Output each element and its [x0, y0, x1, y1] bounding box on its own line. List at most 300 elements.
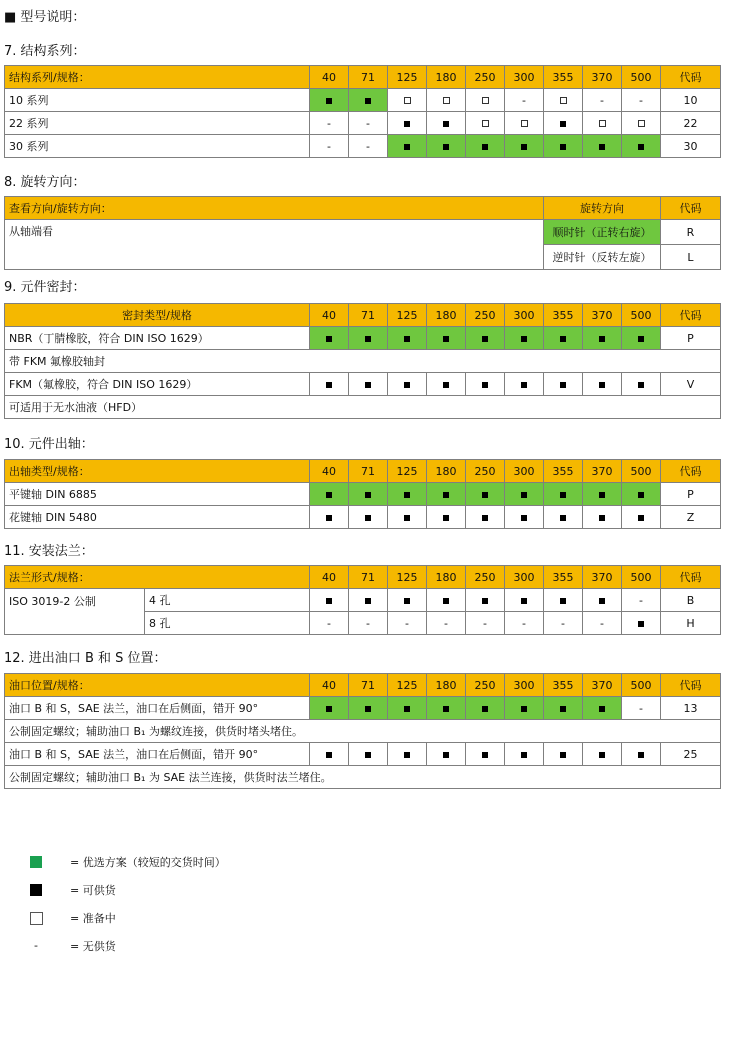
shaft-header-row [5, 460, 721, 483]
black-square-icon [521, 382, 527, 388]
black-square-icon [404, 515, 410, 521]
row-label: 4 孔 [145, 589, 310, 612]
preferred-cell [505, 697, 544, 720]
black-square-icon [326, 336, 332, 342]
size-40: 40 [310, 66, 349, 89]
available-cell [349, 589, 388, 612]
port-table [4, 673, 721, 789]
flange-table [4, 565, 721, 635]
row-code: H [661, 612, 721, 635]
preferred-cell [427, 135, 466, 158]
row-note: 公制固定螺纹；辅助油口 B₁ 为螺纹连接，供货时堵头堵住。 [5, 720, 721, 743]
unavailable-cell: - [349, 135, 388, 158]
preferred-cell [544, 697, 583, 720]
size-500: 500 [622, 674, 661, 697]
black-square-icon [638, 752, 644, 758]
row-note: 可适用于无水油液（HFD） [5, 396, 721, 419]
available-cell [427, 506, 466, 529]
preferred-cell [622, 483, 661, 506]
available-cell [583, 506, 622, 529]
unavailable-cell: - [349, 112, 388, 135]
black-square-icon [443, 598, 449, 604]
dash-icon: - [34, 938, 38, 952]
table-row [5, 89, 721, 112]
in-preparation-cell [427, 89, 466, 112]
row-note: 带 FKM 氟橡胶轴封 [5, 350, 721, 373]
unavailable-cell: - [388, 612, 427, 635]
unavailable-cell: - [505, 89, 544, 112]
white-square-icon [404, 97, 411, 104]
available-cell [466, 373, 505, 396]
black-square-icon [599, 706, 605, 712]
preferred-cell [466, 135, 505, 158]
black-square-icon [443, 144, 449, 150]
row-code: 25 [661, 743, 721, 766]
black-square-icon [404, 492, 410, 498]
size-500: 500 [622, 566, 661, 589]
black-square-icon [404, 382, 410, 388]
flange-standard: ISO 3019-2 公制 [5, 589, 145, 635]
black-square-icon [638, 336, 644, 342]
available-cell [544, 743, 583, 766]
available-cell [310, 506, 349, 529]
table-row [5, 220, 721, 245]
black-square-icon [521, 706, 527, 712]
table-row [5, 327, 721, 350]
size-71: 71 [349, 674, 388, 697]
table-row [5, 373, 721, 396]
row-code: 22 [661, 112, 721, 135]
table-row [5, 697, 721, 720]
available-cell [427, 743, 466, 766]
shaft-table [4, 459, 721, 529]
black-square-icon [482, 752, 488, 758]
black-square-icon [560, 706, 566, 712]
preferred-cell [427, 697, 466, 720]
available-cell [505, 589, 544, 612]
row-label: 油口 B 和 S，SAE 法兰，油口在后侧面，错开 90° [5, 743, 310, 766]
size-300: 300 [505, 674, 544, 697]
black-square-icon [365, 752, 371, 758]
available-cell [349, 373, 388, 396]
size-250: 250 [466, 66, 505, 89]
preferred-cell [466, 697, 505, 720]
size-40: 40 [310, 304, 349, 327]
available-cell [388, 373, 427, 396]
port-header-label: 油口位置/规格： [5, 674, 310, 697]
code-header: 代码 [661, 460, 721, 483]
preferred-cell [349, 483, 388, 506]
black-square-icon [404, 706, 410, 712]
series-table [4, 65, 721, 158]
row-label: 30 系列 [5, 135, 310, 158]
black-square-icon [30, 884, 42, 896]
available-cell [310, 373, 349, 396]
black-square-icon [638, 144, 644, 150]
black-square-icon [482, 144, 488, 150]
preferred-cell [349, 327, 388, 350]
preferred-cell [427, 327, 466, 350]
black-square-icon [521, 336, 527, 342]
size-125: 125 [388, 460, 427, 483]
legend-text: = 无供货 [70, 940, 116, 953]
size-355: 355 [544, 674, 583, 697]
black-square-icon [521, 752, 527, 758]
available-cell [310, 589, 349, 612]
available-cell [622, 743, 661, 766]
legend-item [30, 938, 330, 952]
size-250: 250 [466, 304, 505, 327]
size-300: 300 [505, 460, 544, 483]
black-square-icon [326, 515, 332, 521]
size-180: 180 [427, 566, 466, 589]
available-cell [388, 743, 427, 766]
in-preparation-cell [466, 89, 505, 112]
table-row [5, 743, 721, 766]
size-355: 355 [544, 304, 583, 327]
available-cell [583, 373, 622, 396]
preferred-cell [583, 327, 622, 350]
unavailable-cell: - [310, 612, 349, 635]
white-square-icon [521, 120, 528, 127]
black-square-icon [560, 752, 566, 758]
preferred-cell [622, 327, 661, 350]
size-250: 250 [466, 674, 505, 697]
table-row [5, 135, 721, 158]
black-square-icon [365, 706, 371, 712]
available-cell [505, 373, 544, 396]
black-square-icon [443, 382, 449, 388]
row-label: 花键轴 DIN 5480 [5, 506, 310, 529]
size-125: 125 [388, 674, 427, 697]
table-row [5, 112, 721, 135]
black-square-icon [482, 515, 488, 521]
size-355: 355 [544, 66, 583, 89]
black-square-icon [560, 492, 566, 498]
green-square-icon [30, 856, 42, 868]
black-square-icon [560, 598, 566, 604]
preferred-cell [349, 697, 388, 720]
available-cell [583, 743, 622, 766]
black-square-icon [521, 598, 527, 604]
in-preparation-cell [505, 112, 544, 135]
size-180: 180 [427, 674, 466, 697]
size-370: 370 [583, 460, 622, 483]
flange-header-row [5, 566, 721, 589]
section-9-heading: 9. 元件密封： [4, 280, 86, 295]
unavailable-cell: - [622, 697, 661, 720]
available-cell [505, 743, 544, 766]
black-square-icon [638, 621, 644, 627]
available-cell [388, 589, 427, 612]
white-square-icon [599, 120, 606, 127]
section-8-heading: 8. 旋转方向： [4, 175, 86, 190]
black-square-icon [560, 144, 566, 150]
row-code: P [661, 327, 721, 350]
available-cell [427, 589, 466, 612]
preferred-cell [388, 483, 427, 506]
black-square-icon [326, 98, 332, 104]
black-square-icon [365, 598, 371, 604]
series-header-row [5, 66, 721, 89]
in-preparation-cell [466, 112, 505, 135]
size-125: 125 [388, 66, 427, 89]
row-label: FKM（氟橡胶，符合 DIN ISO 1629） [5, 373, 310, 396]
black-square-icon [599, 515, 605, 521]
size-500: 500 [622, 460, 661, 483]
black-square-icon [482, 336, 488, 342]
available-cell [544, 373, 583, 396]
black-square-icon [404, 598, 410, 604]
row-label: 22 系列 [5, 112, 310, 135]
black-square-icon [404, 121, 410, 127]
available-cell [622, 373, 661, 396]
row-code: 10 [661, 89, 721, 112]
rotation-header-row [5, 197, 721, 220]
in-preparation-cell [622, 112, 661, 135]
size-71: 71 [349, 304, 388, 327]
size-300: 300 [505, 566, 544, 589]
preferred-cell [544, 483, 583, 506]
code-header: 代码 [661, 566, 721, 589]
size-180: 180 [427, 460, 466, 483]
preferred-cell [310, 327, 349, 350]
clockwise-label: 顺时针（正转右旋） [544, 220, 661, 245]
available-cell [505, 506, 544, 529]
preferred-cell [466, 327, 505, 350]
size-500: 500 [622, 66, 661, 89]
black-square-icon [443, 515, 449, 521]
legend-item [30, 855, 330, 868]
available-cell [349, 743, 388, 766]
size-180: 180 [427, 66, 466, 89]
black-square-icon [521, 144, 527, 150]
preferred-cell [388, 135, 427, 158]
white-square-icon [482, 97, 489, 104]
seal-table [4, 303, 721, 419]
row-note: 公制固定螺纹；辅助油口 B₁ 为 SAE 法兰连接，供货时法兰堵住。 [5, 766, 721, 789]
available-cell [466, 743, 505, 766]
table-row [5, 506, 721, 529]
size-40: 40 [310, 566, 349, 589]
size-355: 355 [544, 566, 583, 589]
row-code: B [661, 589, 721, 612]
black-square-icon [443, 336, 449, 342]
legend-item [30, 911, 330, 925]
preferred-cell [505, 135, 544, 158]
size-40: 40 [310, 674, 349, 697]
unavailable-cell: - [583, 89, 622, 112]
black-square-icon [599, 144, 605, 150]
preferred-cell [466, 483, 505, 506]
black-square-icon [326, 598, 332, 604]
code-header: 代码 [661, 66, 721, 89]
size-40: 40 [310, 460, 349, 483]
page-title: ■ 型号说明： [4, 10, 86, 25]
black-square-icon [365, 515, 371, 521]
black-square-icon [521, 515, 527, 521]
preferred-cell [544, 327, 583, 350]
shaft-header-label: 出轴类型/规格： [5, 460, 310, 483]
available-cell [583, 589, 622, 612]
preferred-cell [505, 327, 544, 350]
table-row-note [5, 350, 721, 373]
section-11-heading: 11. 安装法兰： [4, 544, 94, 559]
preferred-cell [310, 89, 349, 112]
unavailable-cell: - [310, 112, 349, 135]
view-label: 从轴端看 [5, 220, 544, 270]
size-250: 250 [466, 460, 505, 483]
available-cell [427, 112, 466, 135]
port-header-row [5, 674, 721, 697]
white-square-icon [30, 912, 43, 925]
in-preparation-cell [544, 89, 583, 112]
size-370: 370 [583, 566, 622, 589]
code-header: 代码 [661, 674, 721, 697]
row-label: 油口 B 和 S，SAE 法兰，油口在后侧面，错开 90° [5, 697, 310, 720]
legend-text: = 优选方案（较短的交货时间） [70, 856, 226, 869]
preferred-cell [583, 697, 622, 720]
preferred-cell [310, 483, 349, 506]
unavailable-cell: - [583, 612, 622, 635]
black-square-icon [404, 144, 410, 150]
seal-header-label: 密封类型/规格 [5, 304, 310, 327]
flange-header-label: 法兰形式/规格： [5, 566, 310, 589]
available-cell [544, 589, 583, 612]
available-cell [622, 506, 661, 529]
black-square-icon [365, 336, 371, 342]
preferred-cell [427, 483, 466, 506]
available-cell [544, 506, 583, 529]
available-cell [310, 743, 349, 766]
black-square-icon [404, 752, 410, 758]
rotation-dir-header: 旋转方向 [544, 197, 661, 220]
unavailable-cell: - [544, 612, 583, 635]
black-square-icon [599, 382, 605, 388]
row-code: 13 [661, 697, 721, 720]
black-square-icon [482, 598, 488, 604]
rotation-header-label: 查看方向/旋转方向： [5, 197, 544, 220]
size-370: 370 [583, 304, 622, 327]
size-300: 300 [505, 66, 544, 89]
row-code: P [661, 483, 721, 506]
size-125: 125 [388, 304, 427, 327]
series-header-label: 结构系列/规格： [5, 66, 310, 89]
black-square-icon [482, 382, 488, 388]
black-square-icon [560, 336, 566, 342]
available-cell [622, 612, 661, 635]
black-square-icon [404, 336, 410, 342]
unavailable-cell: - [310, 135, 349, 158]
black-square-icon [443, 706, 449, 712]
size-71: 71 [349, 66, 388, 89]
available-cell [466, 506, 505, 529]
available-cell [388, 112, 427, 135]
black-square-icon [365, 382, 371, 388]
black-square-icon [560, 121, 566, 127]
row-code: L [661, 245, 721, 270]
preferred-cell [349, 89, 388, 112]
black-square-icon [599, 598, 605, 604]
unavailable-cell: - [349, 612, 388, 635]
row-label: 8 孔 [145, 612, 310, 635]
legend-text: = 准备中 [70, 912, 116, 925]
black-square-icon [638, 382, 644, 388]
available-cell [349, 506, 388, 529]
legend-text: = 可供货 [70, 884, 116, 897]
section-12-heading: 12. 进出油口 B 和 S 位置： [4, 651, 167, 666]
size-500: 500 [622, 304, 661, 327]
table-row-note [5, 766, 721, 789]
size-250: 250 [466, 566, 505, 589]
black-square-icon [365, 98, 371, 104]
size-71: 71 [349, 566, 388, 589]
black-square-icon [326, 706, 332, 712]
black-square-icon [560, 515, 566, 521]
black-square-icon [599, 336, 605, 342]
row-code: Z [661, 506, 721, 529]
available-cell [427, 373, 466, 396]
black-square-icon [326, 752, 332, 758]
row-label: 平键轴 DIN 6885 [5, 483, 310, 506]
size-300: 300 [505, 304, 544, 327]
available-cell [544, 112, 583, 135]
in-preparation-cell [388, 89, 427, 112]
preferred-cell [622, 135, 661, 158]
preferred-cell [310, 697, 349, 720]
unavailable-cell: - [466, 612, 505, 635]
code-header: 代码 [661, 197, 721, 220]
preferred-cell [388, 327, 427, 350]
section-7-heading: 7. 结构系列： [4, 44, 86, 59]
black-square-icon [599, 492, 605, 498]
preferred-cell [583, 135, 622, 158]
preferred-cell [544, 135, 583, 158]
row-label: 10 系列 [5, 89, 310, 112]
black-square-icon [638, 492, 644, 498]
white-square-icon [482, 120, 489, 127]
black-square-icon [326, 492, 332, 498]
unavailable-cell: - [622, 589, 661, 612]
black-square-icon [365, 492, 371, 498]
black-square-icon [443, 492, 449, 498]
preferred-cell [505, 483, 544, 506]
unavailable-cell: - [622, 89, 661, 112]
table-row-note [5, 396, 721, 419]
black-square-icon [326, 382, 332, 388]
size-71: 71 [349, 460, 388, 483]
size-370: 370 [583, 66, 622, 89]
table-row [5, 589, 721, 612]
row-code: 30 [661, 135, 721, 158]
row-code: V [661, 373, 721, 396]
black-square-icon [443, 752, 449, 758]
preferred-cell [583, 483, 622, 506]
black-square-icon [521, 492, 527, 498]
preferred-cell [388, 697, 427, 720]
table-row-note [5, 720, 721, 743]
black-square-icon [482, 706, 488, 712]
legend-item [30, 883, 330, 896]
black-square-icon [599, 752, 605, 758]
white-square-icon [560, 97, 567, 104]
white-square-icon [443, 97, 450, 104]
row-code: R [661, 220, 721, 245]
black-square-icon [560, 382, 566, 388]
size-180: 180 [427, 304, 466, 327]
section-10-heading: 10. 元件出轴： [4, 437, 94, 452]
seal-header-row [5, 304, 721, 327]
